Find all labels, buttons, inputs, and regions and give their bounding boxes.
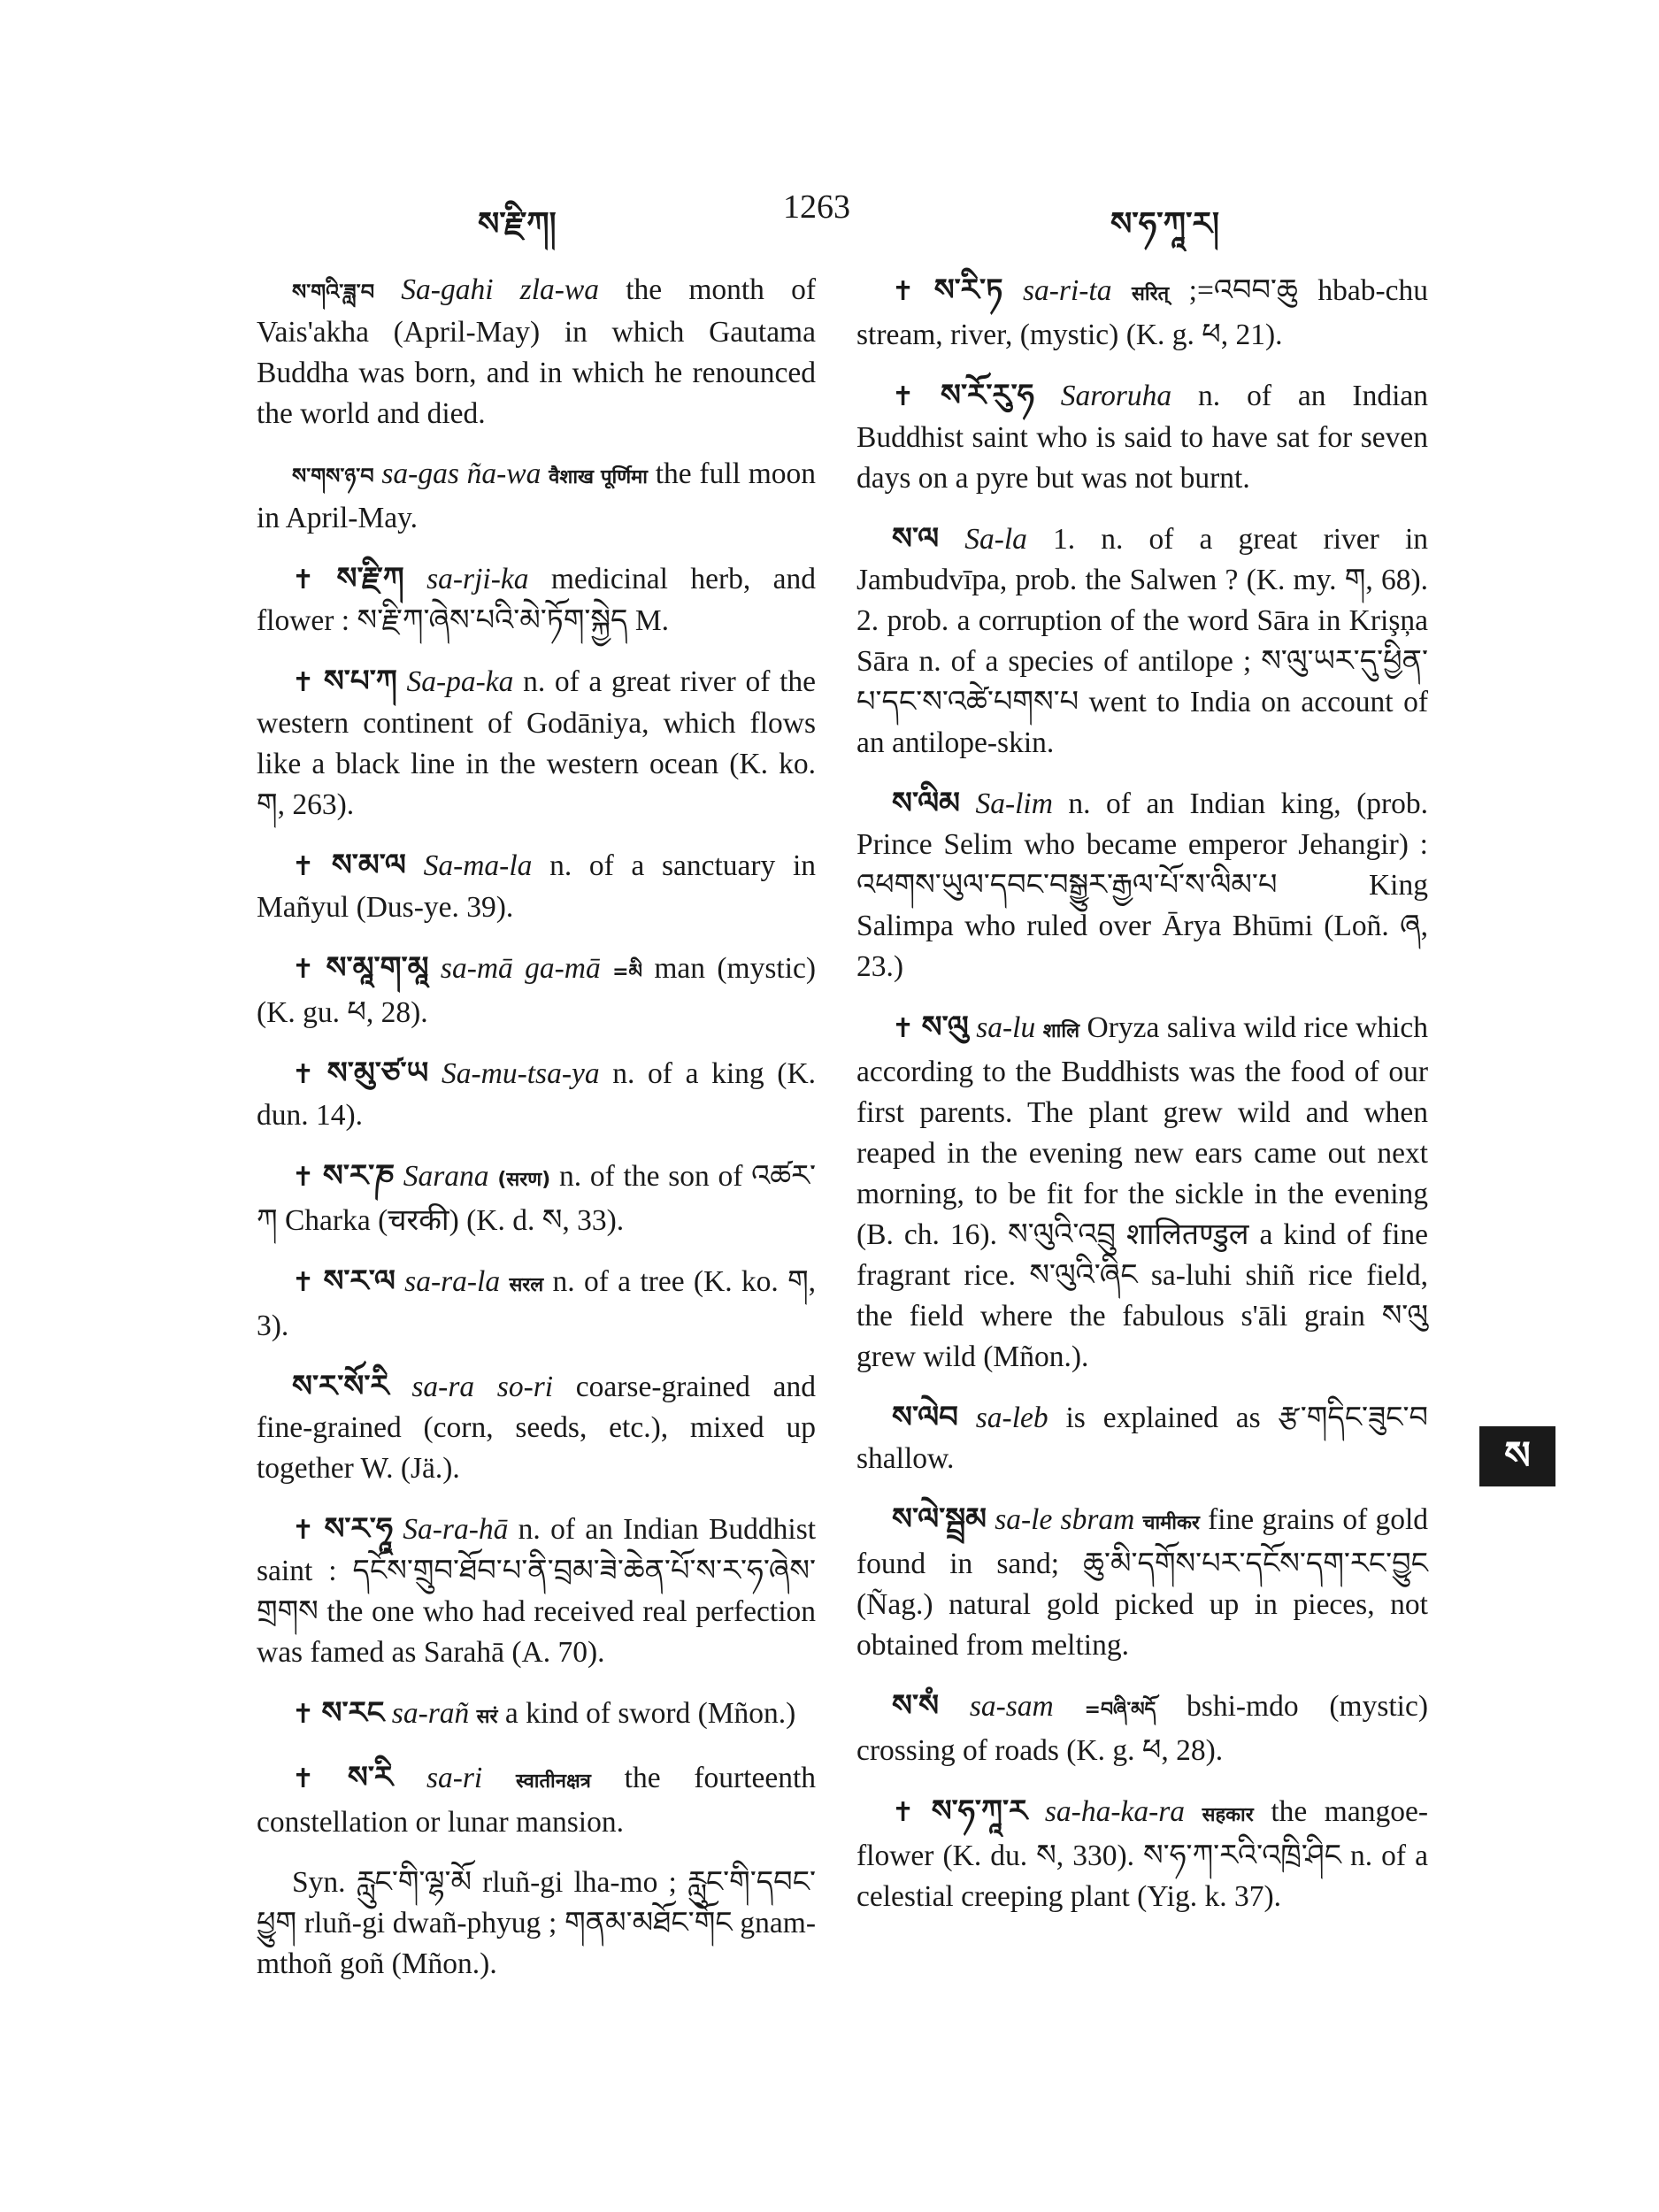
tibetan-headword: ས་སཾ	[892, 1688, 940, 1724]
tibetan-headword: ས་གས་ཉ་བ	[292, 464, 374, 488]
cross-mark-icon: ✝	[292, 1515, 315, 1546]
tibetan-headword: ས་རྗི་ཀ	[336, 561, 404, 596]
sanskrit-equivalent: सरित्	[1132, 283, 1170, 305]
tibetan-headword: ས་ར་སོ་རི	[292, 1369, 389, 1404]
dictionary-entry	[257, 454, 816, 539]
cross-mark-icon: ✝	[292, 667, 315, 698]
tibetan-headword: ས་པ་ཀ	[323, 664, 397, 699]
definition-text: the mangoe-flower (K. du. ས, 330). ས་ཧ་ཀ་རའི་འཁྲི་ཤིང n. of a celestial creeping plant (Yig. k. 37).	[856, 1795, 1429, 1913]
running-head-left: ས་རྗི་ཀ།	[478, 206, 557, 242]
definition-text: medicinal herb, and flower : ས་རྗི་ཀ་ཞེས་པའི་མེ་ཏོག་སྐྱེད M.	[257, 563, 817, 637]
definition-text: coarse-grained and fine-grained (corn, seeds, etc.), mixed up together W. (Jä.).	[257, 1371, 816, 1485]
definition-text: bshi-mdo (mystic) crossing of roads (K. g. ཕ, 28).	[856, 1690, 1428, 1767]
romanized-headword: sa-le sbram	[995, 1503, 1135, 1536]
definition-text: n. of a king (K. dun. 14).	[257, 1057, 817, 1132]
definition-text: n. of a great river of the western continent of Godāniya, which flows like a black line in the western ocean (K. ko. ག, 263).	[257, 665, 817, 821]
definition-text: n. of an Indian king, (prob. Prince Selim who became emperor Jehangir) : འཕགས་ཡུལ་དབང་བསྒྱུར་རྒྱལ་པོ་ས་ལིམ་པ King Salimpa who ruled over Ārya Bhūmi (Loñ. ཞ, 23.)	[856, 787, 1429, 983]
definition-text: the month of Vais'akha (April-May) in which Gautama Buddha was born, and in which he renounced the world and died.	[257, 273, 817, 430]
page-number: 1263	[783, 188, 850, 226]
definition-text: n. of the son of འཚར་ཀ Charka (चरकी) (K. d. ས, 33).	[257, 1160, 817, 1237]
dictionary-entry	[856, 375, 1428, 499]
romanized-headword: Sa-gahi zla-wa	[401, 273, 600, 306]
dictionary-entry	[257, 270, 816, 434]
tibetan-headword: ས་ལུ	[921, 1010, 969, 1045]
sanskrit-equivalent: स्वातीनक्षत्र	[516, 1770, 591, 1793]
dictionary-entry	[257, 661, 816, 826]
romanized-headword: sa-mā ga-mā	[440, 952, 601, 985]
dictionary-entry	[257, 948, 816, 1033]
sanskrit-equivalent: वैशाख पूर्णिमा	[549, 466, 648, 488]
romanized-headword: sa-ra so-ri	[411, 1371, 554, 1403]
cross-mark-icon: ✝	[292, 1763, 315, 1794]
page-header	[0, 188, 1659, 241]
definition-text: n. of an Indian Buddhist saint who is said to have sat for seven days on a pyre but was not burnt.	[856, 380, 1428, 495]
definition-text: Oryza saliva wild rice which according to the Buddhists was the food of our first parents. The plant grew wild and when reaped in the evening new ears came out next morning, to be fit for the sickle in the evening (B. ch. 16). ས་ལུའི་འབྲུ शालितण्डुल a kind of fine fragrant rice. ས་ལུའི་ཞིང sa-luhi shiñ rice field, the field where the fabulous s'āli grain ས་ལུ grew wild (Mñon.).	[856, 1011, 1429, 1373]
sanskrit-equivalent: सरल	[509, 1274, 544, 1296]
dictionary-entry	[257, 1757, 816, 1843]
tibetan-headword: ས་ལ	[892, 521, 940, 557]
definition-text: 1. n. of a great river in Jambudvīpa, prob. the Salwen ? (K. my. ག, 68). 2. prob. a corruption of the word Sāra in Krişņa Sāra n. of a species of antilope ; ས་ལུ་ཡར་དུ་ཕྱིན་པ་དང་ས་འཚེ་པགས་པ went to India on account of an antilope-skin.	[856, 523, 1429, 759]
dictionary-entry	[257, 1693, 816, 1738]
tibetan-headword: ས་མ་ལ	[331, 848, 406, 883]
dictionary-entry	[856, 1007, 1428, 1378]
cross-mark-icon: ✝	[292, 851, 315, 882]
definition-text: Syn. རླུང་གི་ལྷ་མོ rluñ-gi lha-mo ; རླུང་གི་དབང་ཕྱུག rluñ-gi dwañ-phyug ; གནམ་མཐོང་གོང gnam-mthoñ goñ (Mñon.).	[257, 1866, 816, 1980]
tibetan-headword: ས་ར་ཎ	[322, 1158, 395, 1194]
romanized-headword: sa-gas ña-wa	[381, 457, 541, 490]
definition-text: n. of an Indian Buddhist saint : དངོས་གྲུབ་ཐོབ་པ་ནི་བྲམ་ཟེ་ཆེན་པོ་ས་ར་ཧ་ཞེས་གྲགས the one who had received real perfection was famed as Sarahā (A. 70).	[257, 1513, 817, 1669]
dictionary-entry	[257, 1261, 816, 1347]
romanized-headword: sa-ra-la	[404, 1265, 501, 1298]
dictionary-entry	[257, 1863, 816, 1985]
dictionary-entry	[856, 518, 1428, 764]
romanized-headword: Sarana	[403, 1160, 489, 1193]
romanized-headword: Sa-mu-tsa-ya	[441, 1057, 600, 1090]
definition-text: the full moon in April-May.	[257, 457, 816, 534]
tibetan-headword: ས་མཱ་ག་མཱ	[326, 950, 429, 986]
romanized-headword: sa-lu	[976, 1011, 1036, 1044]
cross-mark-icon: ✝	[292, 565, 315, 595]
romanized-headword: Sa-lim	[975, 787, 1053, 820]
romanized-headword: sa-ha-ka-ra	[1044, 1795, 1186, 1828]
dictionary-entry	[856, 1397, 1428, 1479]
cross-mark-icon: ✝	[292, 1162, 315, 1193]
dictionary-entry	[856, 783, 1428, 987]
romanized-headword: Sa-ra-hā	[403, 1513, 509, 1546]
romanized-headword: Sa-ma-la	[423, 849, 533, 882]
tibetan-headword: ས་ལིམ	[892, 786, 960, 821]
dictionary-entry	[856, 1499, 1428, 1666]
dictionary-entry	[856, 1791, 1428, 1917]
romanized-headword: sa-ri	[426, 1762, 483, 1794]
romanized-headword: sa-sam	[969, 1690, 1054, 1723]
cross-mark-icon: ✝	[292, 1059, 315, 1090]
thumb-index-tab: ས	[1479, 1426, 1555, 1486]
cross-mark-icon: ✝	[892, 381, 915, 412]
sanskrit-equivalent: =མི	[612, 961, 642, 983]
tibetan-headword: ས་ར་ཧཱ	[324, 1511, 393, 1547]
cross-mark-icon: ✝	[892, 1797, 915, 1828]
cross-mark-icon: ✝	[292, 1267, 315, 1298]
sanskrit-equivalent: चामीकर	[1142, 1512, 1200, 1534]
right-column	[856, 270, 1428, 1937]
tibetan-headword: ས་གའི་ཟླ་བ	[292, 280, 375, 304]
cross-mark-icon: ✝	[292, 1699, 315, 1730]
tibetan-headword: ས་རི་ཏ	[933, 273, 1003, 308]
tibetan-headword: ས་མུ་ཙ་ཡ	[326, 1056, 429, 1091]
cross-mark-icon: ✝	[292, 954, 315, 985]
tibetan-headword: ས་ལེ་སྦྲམ	[892, 1502, 987, 1537]
definition-text: ;=འབབ་ཆུ hbab-chu stream, river, (mystic) (K. g. ཕ, 21).	[856, 274, 1428, 351]
tibetan-headword: ས་ར་ལ	[323, 1263, 396, 1299]
romanized-headword: sa-rañ	[391, 1697, 470, 1730]
sanskrit-equivalent: (सरण)	[497, 1169, 551, 1191]
sanskrit-equivalent: =བཞི་མདོ	[1084, 1699, 1156, 1721]
tibetan-headword: ས་ལེབ	[892, 1400, 958, 1435]
romanized-headword: sa-leb	[975, 1402, 1048, 1434]
tibetan-headword: ས་རོ་རུ་ཧ	[941, 378, 1034, 413]
definition-text: is explained as རྩ་གདིང་ཟུང་བ shallow.	[856, 1402, 1428, 1475]
dictionary-entry	[257, 1053, 816, 1136]
sanskrit-equivalent: सहकार	[1202, 1804, 1254, 1826]
dictionary-entry	[856, 270, 1428, 356]
cross-mark-icon: ✝	[892, 276, 915, 307]
dictionary-entry	[257, 1366, 816, 1489]
tibetan-headword: ས་རི	[347, 1760, 394, 1795]
romanized-headword: sa-ri-ta	[1022, 274, 1112, 307]
dictionary-entry	[257, 558, 816, 641]
definition-text: fine grains of gold found in sand; ཆུ་མི་དགོས་པར་དངོས་དག་རང་བྱུང (Ñag.) natural gold picked up in pieces, not obtained from melting.	[856, 1503, 1429, 1662]
definition-text: the fourteenth constellation or lunar mansion.	[257, 1762, 816, 1839]
left-column	[257, 270, 816, 2004]
dictionary-entry	[257, 845, 816, 928]
cross-mark-icon: ✝	[892, 1013, 915, 1044]
definition-text: a kind of sword (Mñon.)	[504, 1697, 796, 1730]
running-head-right: ས་ཧ་ཀཱ་ར།	[1110, 206, 1219, 242]
definition-text: n. of a tree (K. ko. ག, 3).	[257, 1265, 817, 1342]
sanskrit-equivalent: शालि	[1042, 1020, 1079, 1042]
dictionary-entry	[257, 1509, 816, 1673]
tibetan-headword: ས་ཧ་ཀཱ་ར	[931, 1793, 1028, 1829]
romanized-headword: Sa-la	[964, 523, 1027, 556]
sanskrit-equivalent: सरं	[476, 1706, 498, 1728]
definition-text: n. of a sanctuary in Mañyul (Dus-ye. 39).	[257, 849, 817, 924]
romanized-headword: Saroruha	[1060, 380, 1172, 412]
romanized-headword: Sa-pa-ka	[406, 665, 514, 698]
tibetan-headword: ས་རང	[321, 1695, 385, 1731]
dictionary-entry	[856, 1686, 1428, 1771]
definition-text: man (mystic) (K. gu. ཕ, 28).	[257, 952, 817, 1029]
dictionary-entry	[257, 1156, 816, 1241]
romanized-headword: sa-rji-ka	[426, 563, 529, 595]
